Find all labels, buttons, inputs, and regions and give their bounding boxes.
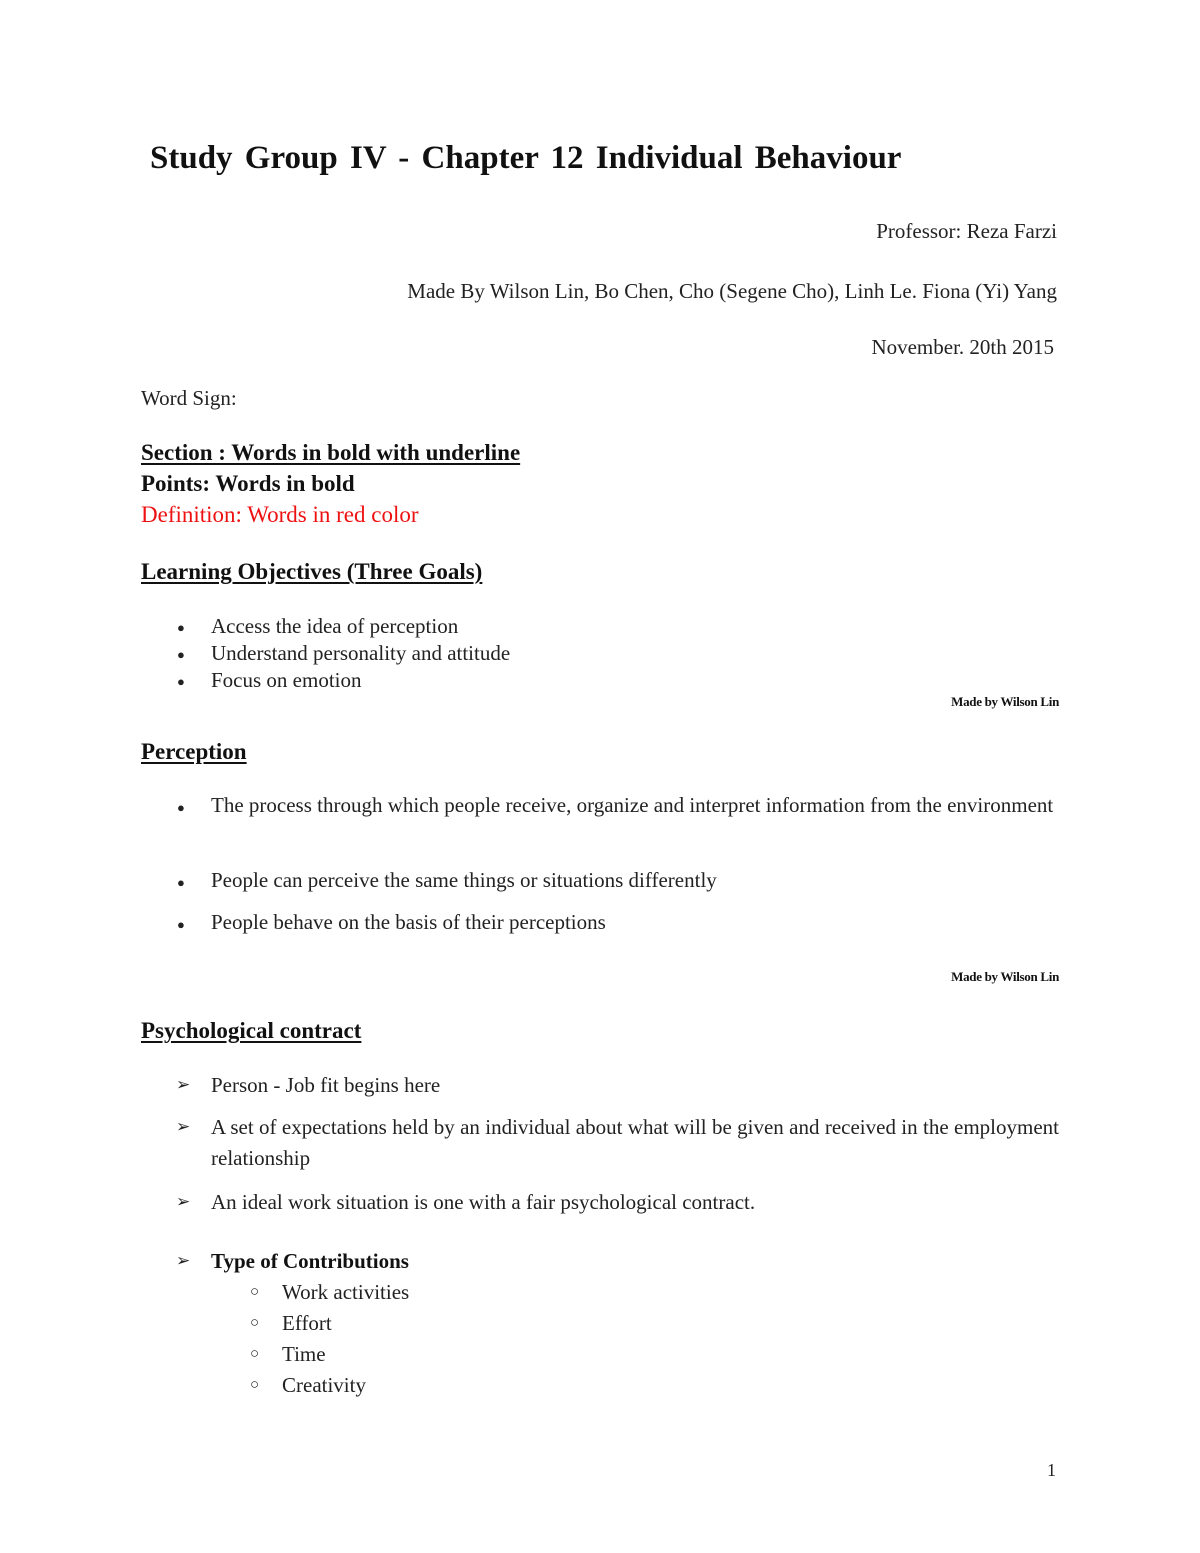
arrow-bullet-icon: ➢ (176, 1251, 191, 1270)
perception-credit: Made by Wilson Lin (951, 969, 1059, 984)
contract-item: Person - Job fit begins here (211, 1073, 441, 1097)
bullet-icon: ● (177, 620, 185, 635)
bullet-icon: ● (177, 875, 185, 890)
hollow-circle-icon: ○ (250, 1346, 260, 1362)
learning-objectives-heading: Learning Objectives (Three Goals) (141, 559, 483, 584)
perception-heading: Perception (141, 739, 247, 764)
legend-definition: Definition: Words in red color (141, 502, 419, 527)
psychological-contract-heading: Psychological contract (141, 1018, 362, 1043)
contract-item: A set of expectations held by an individual about what will be given and received in the employment relationship (211, 1115, 1059, 1170)
arrow-bullet-icon: ➢ (176, 1192, 191, 1211)
arrow-bullet-icon: ➢ (176, 1117, 191, 1136)
hollow-circle-icon: ○ (250, 1315, 260, 1331)
objectives-credit: Made by Wilson Lin (951, 694, 1059, 709)
legend-points: Points: Words in bold (141, 471, 355, 496)
date-line: November. 20th 2015 (871, 335, 1054, 359)
contribution-item: Creativity (282, 1373, 366, 1397)
contribution-item: Time (282, 1342, 326, 1366)
hollow-circle-icon: ○ (250, 1377, 260, 1393)
bullet-icon: ● (177, 917, 185, 932)
professor-line: Professor: Reza Farzi (876, 219, 1057, 243)
bullet-icon: ● (177, 800, 185, 815)
authors-line: Made By Wilson Lin, Bo Chen, Cho (Segene Cho), Linh Le. Fiona (Yi) Yang (407, 279, 1057, 303)
contribution-item: Work activities (282, 1280, 410, 1304)
perception-item: People behave on the basis of their perceptions (211, 910, 606, 934)
contributions-heading: Type of Contributions (211, 1249, 409, 1273)
objective-item: Access the idea of perception (211, 614, 459, 638)
bullet-icon: ● (177, 647, 185, 662)
legend-section: Section : Words in bold with underline (141, 440, 521, 465)
perception-item: The process through which people receive, organize and interpret information from the environment (211, 793, 1054, 817)
arrow-bullet-icon: ➢ (176, 1075, 191, 1094)
page-number: 1 (1047, 1460, 1056, 1480)
objective-item: Understand personality and attitude (211, 641, 511, 665)
hollow-circle-icon: ○ (250, 1284, 260, 1300)
contribution-item: Effort (282, 1311, 332, 1335)
objective-item: Focus on emotion (211, 668, 362, 692)
perception-item: People can perceive the same things or situations differently (211, 868, 717, 892)
bullet-icon: ● (177, 674, 185, 689)
word-sign-label: Word Sign: (141, 386, 237, 410)
contract-item: An ideal work situation is one with a fair psychological contract. (211, 1190, 756, 1214)
document-title: Study Group IV - Chapter 12 Individual Behaviour (150, 140, 902, 176)
